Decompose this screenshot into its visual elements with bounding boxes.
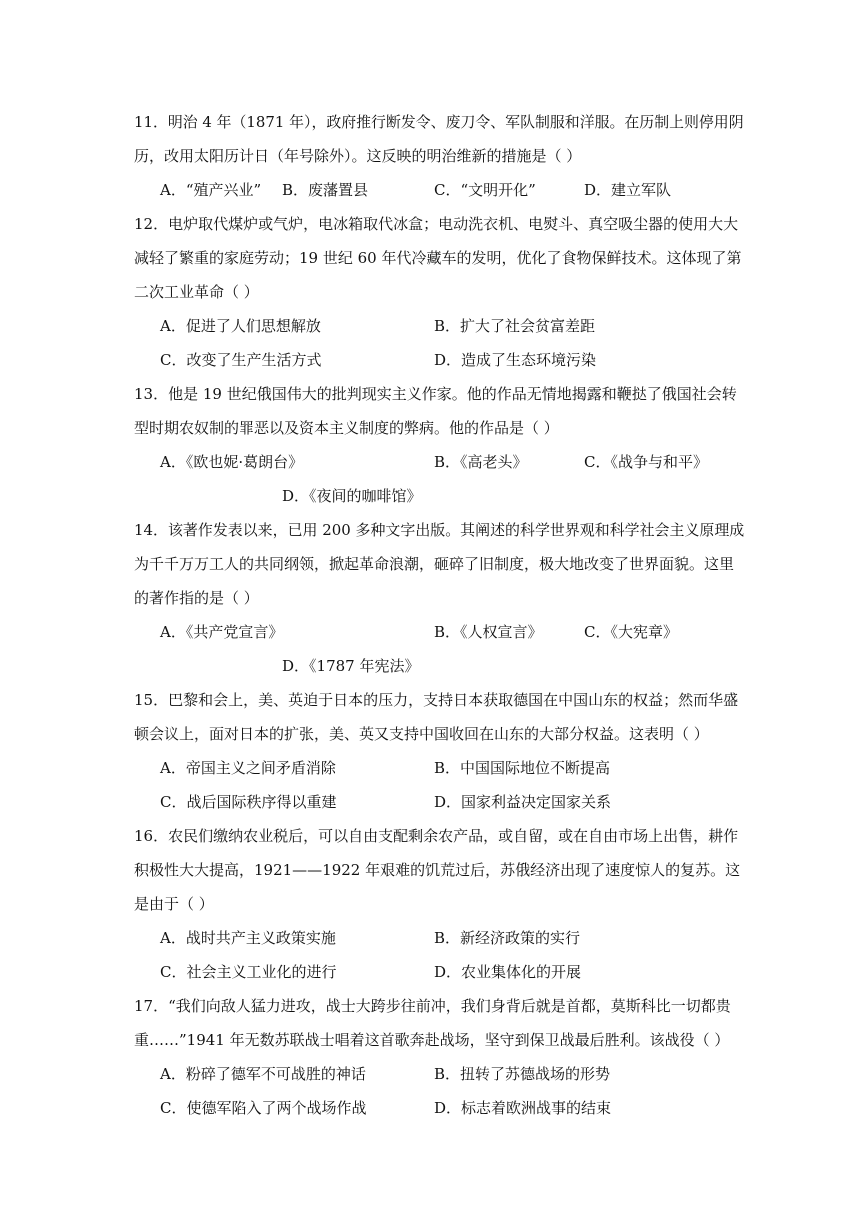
q13-option-d: D．《夜间的咖啡馆》 — [282, 487, 422, 505]
q11-option-c: C．“文明开化” — [434, 181, 536, 199]
q11-option-a: A．“殖产兴业” — [160, 181, 262, 199]
q12-stem-line-1: 12．电炉取代煤炉或气炉，电冰箱取代冰盒；电动洗衣机、电熨斗、真空吸尘器的使用大大 — [134, 215, 739, 233]
q12-option-b: B．扩大了社会贫富差距 — [434, 317, 596, 335]
q16-option-d: D．农业集体化的开展 — [434, 963, 582, 981]
q17-option-c: C．使德军陷入了两个战场作战 — [160, 1099, 367, 1117]
q13-stem-line-2: 型时期农奴制的罪恶以及资本主义制度的弊病。他的作品是（ ） — [134, 419, 559, 437]
q15-stem-line-2: 顿会议上，面对日本的扩张，美、英又支持中国收回在山东的大部分权益。这表明（ ） — [134, 725, 709, 743]
q17-option-d: D．标志着欧洲战事的结束 — [434, 1099, 612, 1117]
q16-option-b: B．新经济政策的实行 — [434, 929, 581, 947]
q14-option-b: B．《人权宣言》 — [434, 623, 543, 641]
q14-option-d: D．《1787 年宪法》 — [282, 657, 420, 675]
q14-option-a: A．《共产党宣言》 — [160, 623, 284, 641]
q11-stem-line-2: 历，改用太阳历计日（年号除外）。这反映的明治维新的措施是（ ） — [134, 147, 582, 165]
q15-option-b: B．中国国际地位不断提高 — [434, 759, 611, 777]
q16-option-a: A．战时共产主义政策实施 — [160, 929, 336, 947]
q15-option-c: C．战后国际秩序得以重建 — [160, 793, 337, 811]
q16-stem-line-1: 16．农民们缴纳农业税后，可以自由支配剩余农产品，或自留，或在自由市场上出售，耕作 — [134, 827, 739, 845]
q14-stem-line-2: 为千千万万工人的共同纲领，掀起革命浪潮，砸碎了旧制度，极大地改变了世界面貌。这里 — [134, 555, 735, 573]
q15-option-a: A．帝国主义之间矛盾消除 — [160, 759, 336, 777]
q13-stem-line-1: 13．他是 19 世纪俄国伟大的批判现实主义作家。他的作品无情地揭露和鞭挞了俄国社会转 — [134, 385, 737, 403]
q11-stem-line-1: 11．明治 4 年（1871 年），政府推行断发令、废刀令、军队制服和洋服。在历制上则停用阴 — [134, 113, 744, 131]
q17-option-a: A．粉碎了德军不可战胜的神话 — [160, 1065, 366, 1083]
q14-stem-line-3: 的著作指的是（ ） — [134, 589, 259, 607]
q15-option-d: D．国家利益决定国家关系 — [434, 793, 612, 811]
q14-stem-line-1: 14．该著作发表以来，已用 200 多种文字出版。其阐述的科学世界观和科学社会主义原理成 — [134, 521, 745, 539]
q13-option-a: A．《欧也妮·葛朗台》 — [160, 453, 304, 471]
q15-stem-line-1: 15．巴黎和会上，美、英迫于日本的压力，支持日本获取德国在中国山东的权益；然而华盛 — [134, 691, 739, 709]
q13-option-b: B．《高老头》 — [434, 453, 528, 471]
q11-option-d: D．建立军队 — [584, 181, 672, 199]
q17-stem-line-2: 重……”1941 年无数苏联战士唱着这首歌奔赴战场，坚守到保卫战最后胜利。该战役（ ） — [134, 1031, 730, 1049]
q13-option-c: C．《战争与和平》 — [584, 453, 708, 471]
q12-stem-line-2: 减轻了繁重的家庭劳动；19 世纪 60 年代冷藏车的发明，优化了食物保鲜技术。这体现了第 — [134, 249, 742, 267]
q12-option-d: D．造成了生态环境污染 — [434, 351, 597, 369]
q16-option-c: C．社会主义工业化的进行 — [160, 963, 337, 981]
q12-stem-line-3: 二次工业革命（ ） — [134, 283, 259, 301]
q11-option-b: B．废藩置县 — [282, 181, 369, 199]
q14-option-c: C．《大宪章》 — [584, 623, 678, 641]
q16-stem-line-2: 积极性大大提高，1921——1922 年艰难的饥荒过后，苏俄经济出现了速度惊人的复苏。这 — [134, 861, 741, 879]
q17-stem-line-1: 17．“我们向敌人猛力进攻，战士大跨步往前冲，我们身背后就是首都，莫斯科比一切都贵 — [134, 997, 731, 1015]
q17-option-b: B．扭转了苏德战场的形势 — [434, 1065, 611, 1083]
q12-option-a: A．促进了人们思想解放 — [160, 317, 321, 335]
q16-stem-line-3: 是由于（ ） — [134, 895, 214, 913]
q12-option-c: C．改变了生产生活方式 — [160, 351, 322, 369]
